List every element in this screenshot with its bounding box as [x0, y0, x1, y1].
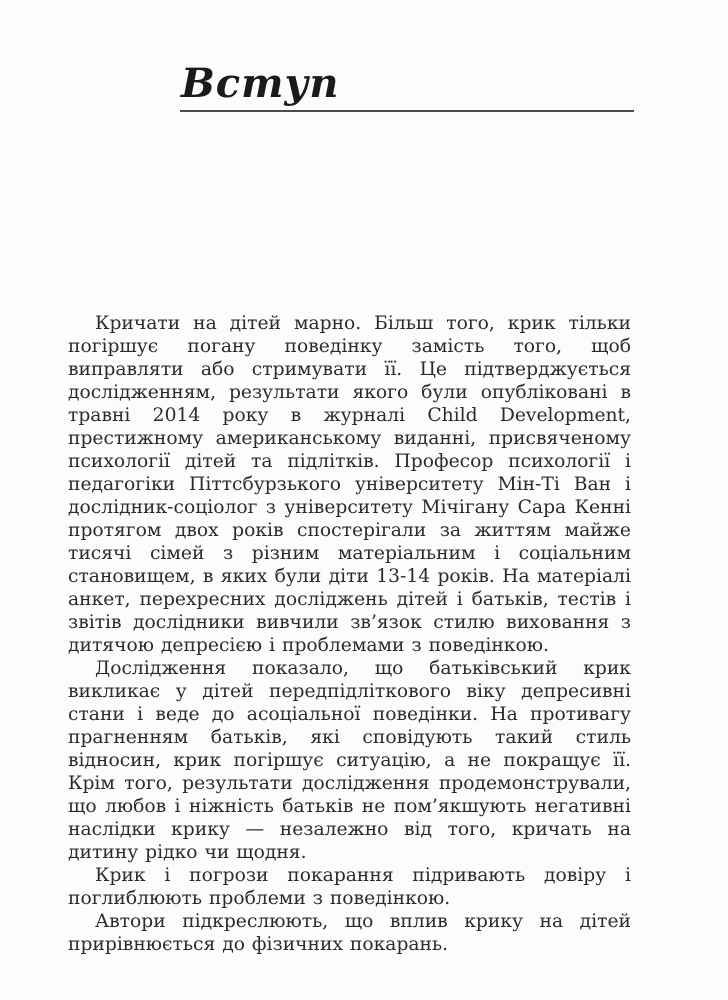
body-text-block: [68, 312, 631, 956]
title-underline-rule: [180, 110, 634, 112]
body-paragraph: Крик і погрози покарання підривають довіру і поглиблюють проблеми з поведінкою.: [68, 865, 631, 909]
chapter-title: Вступ: [181, 60, 340, 107]
body-paragraph: Автори підкреслюють, що вплив крику на дітей прирівнюється до фізичних покарань.: [68, 911, 631, 955]
body-paragraph: Кричати на дітей марно. Більш того, крик тільки погіршує погану поведінку замість того, щоб виправляти або стримувати її. Це підтверджується дослідженням, результати якого були опубліковані в травні 2014 року в журналі Child Development, престижному американському виданні, присвяченому психології дітей та підлітків. Професор психології і педагогіки Піттсбурзького університету Мін-Ті Ван і дослідник-соціолог з університету Мічігану Сара Кенні протягом двох років спостерігали за життям майже тисячі сімей з різним матеріальним і соціальним становищем, в яких були діти 13-14 років. На матеріалі анкет, перехресних досліджень дітей і батьків, тестів і звітів дослідники вивчили зв’язок стилю виховання з дитячою депресією і проблемами з поведінкою.: [68, 313, 631, 656]
body-paragraph: Дослідження показало, що батьківський крик викликає у дітей передпідліткового віку депресивні стани і веде до асоціальної поведінки. На противагу прагненням батьків, які сповідують такий стиль відносин, крик погіршує ситуацію, а не покращує її. Крім того, результати дослідження продемонстрували, що любов і ніжність батьків не пом’якшують негативні наслідки крику — незалежно від того, кричать на дитину рідко чи щодня.: [68, 658, 631, 863]
